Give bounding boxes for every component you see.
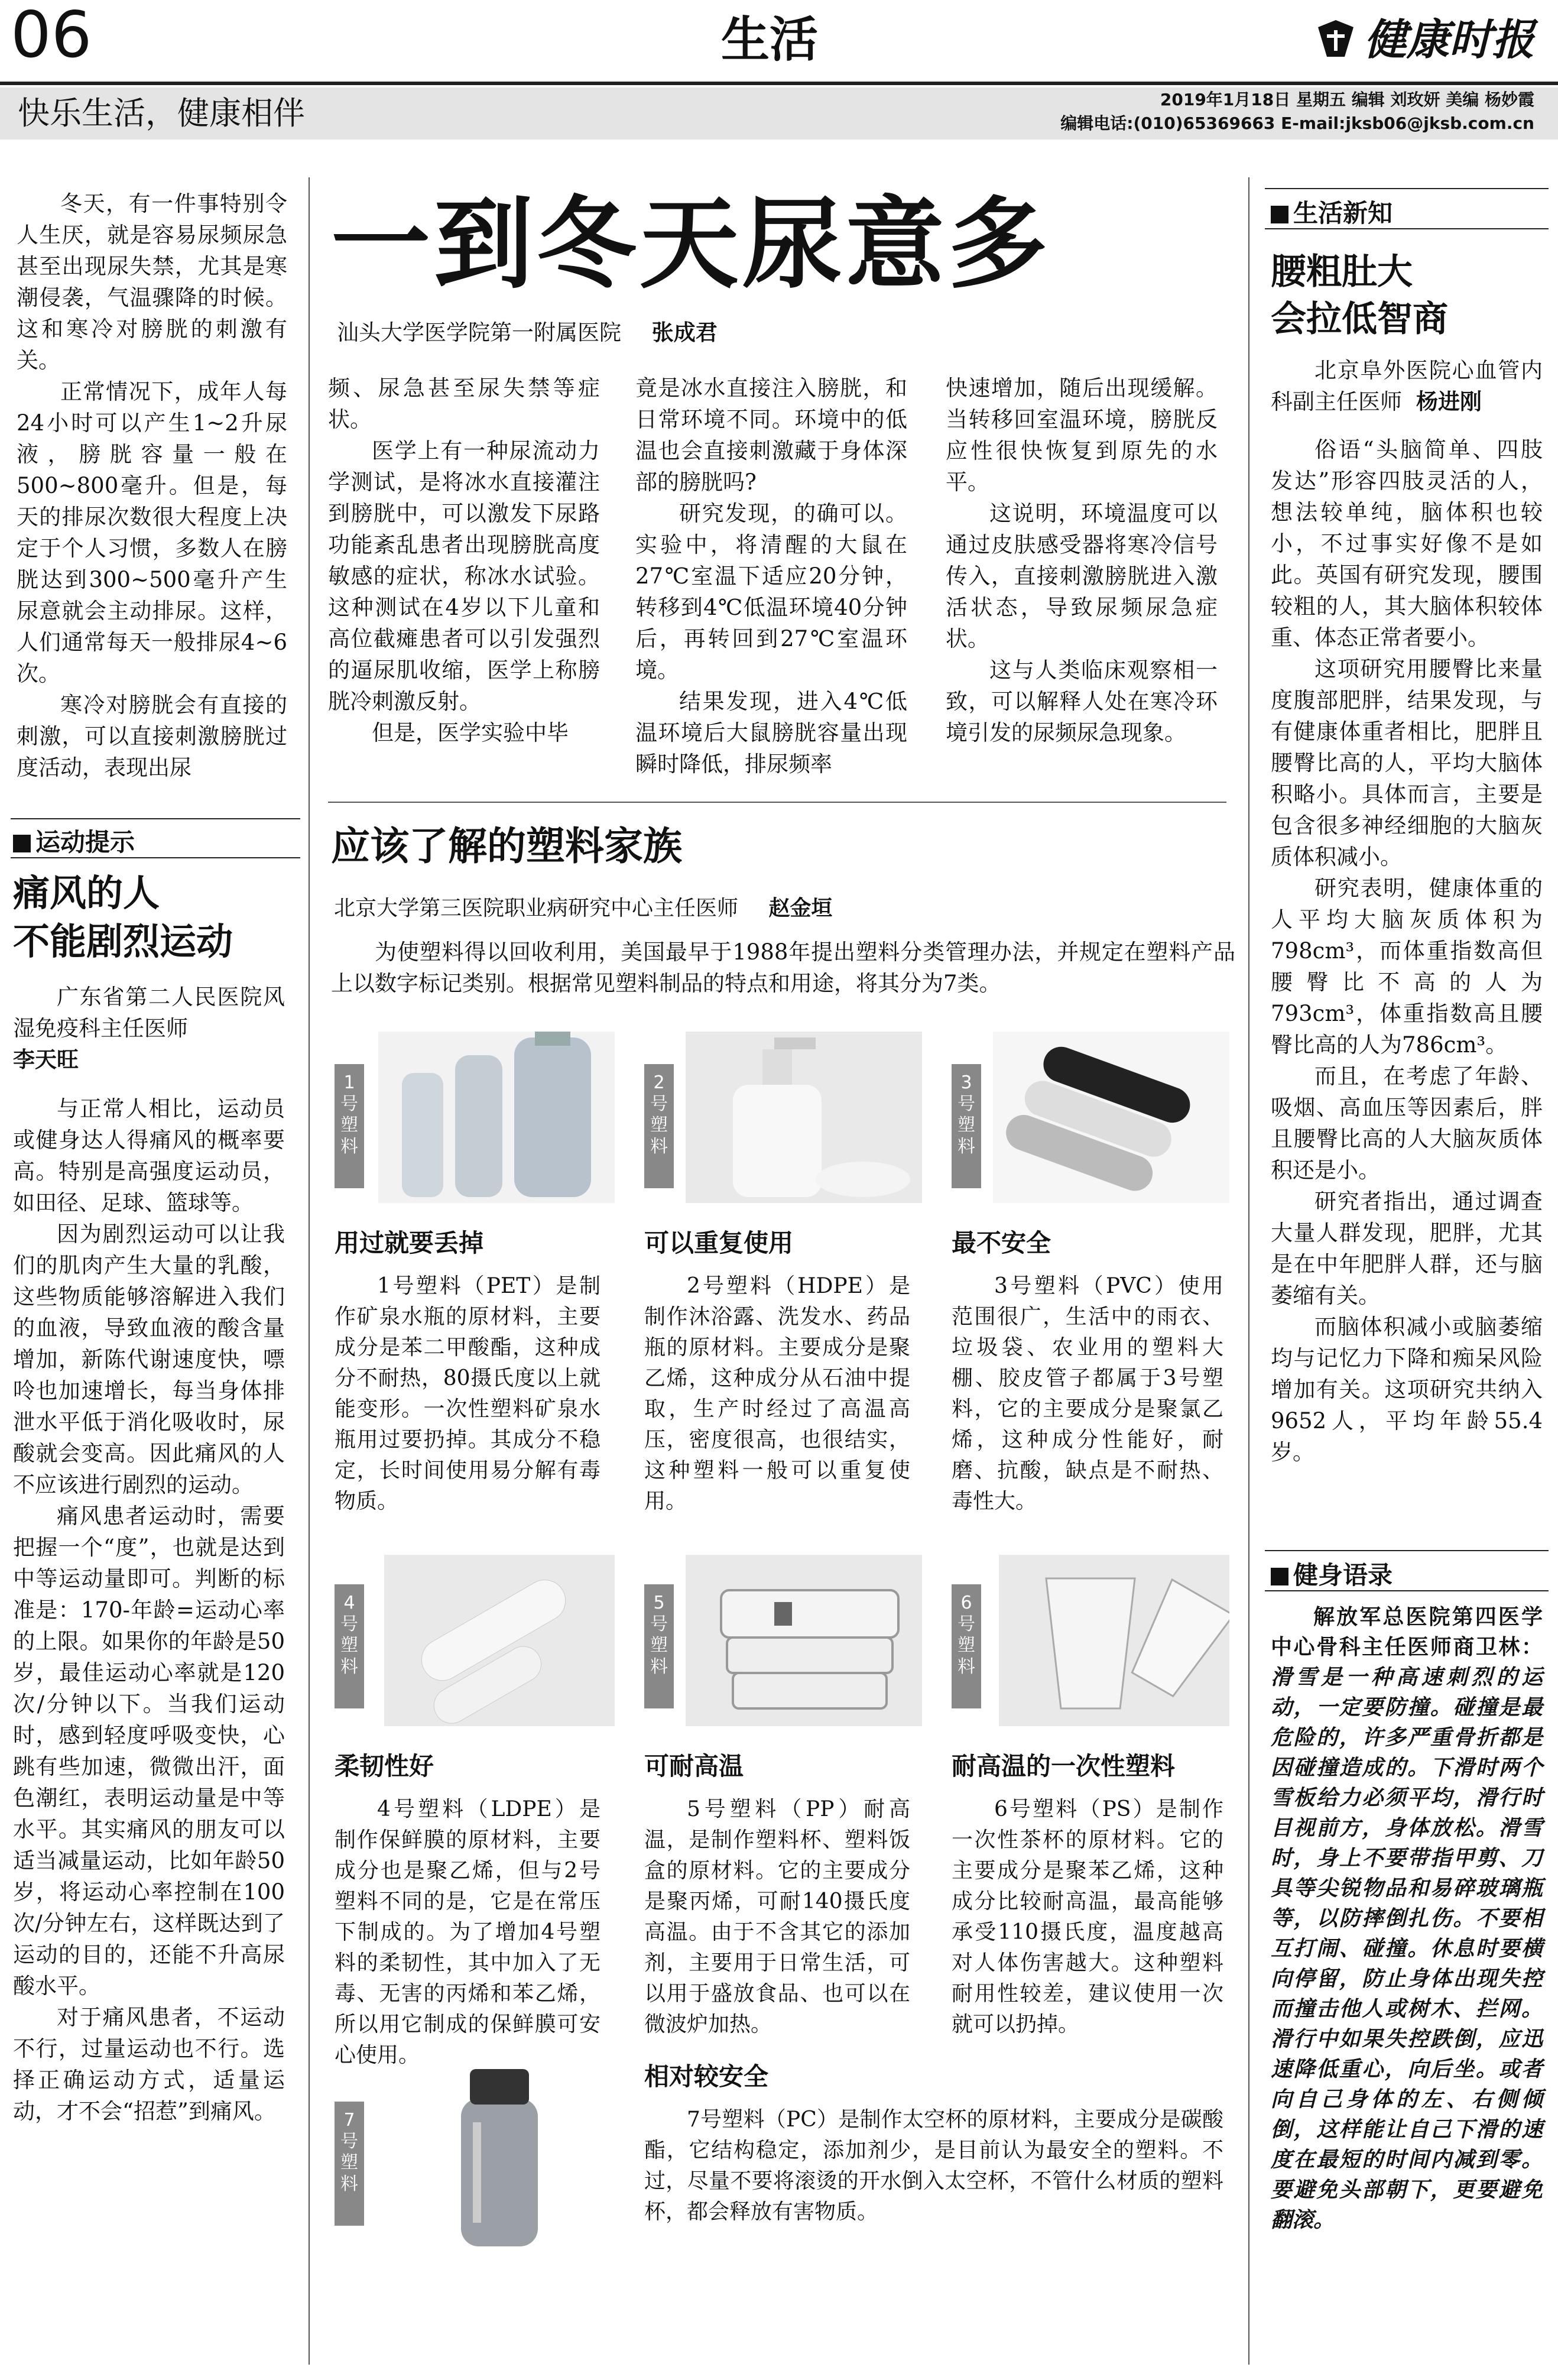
garbage-bag-rolls-image [993, 1032, 1229, 1203]
right-top-rule [1265, 188, 1549, 189]
paragraph: 5号塑料（PP）耐高温，是制作塑料杯、塑料饭盒的原材料。它的主要成分是聚丙烯，可耐140摄氏度高温。由于不含其它的添加剂，主要用于日常生活，可以用于盛放食品、也可以在微波炉加热。 [644, 1797, 910, 2037]
section-label-text: 运动提示 [35, 828, 135, 857]
paragraph: 2号塑料（HDPE）是制作沐浴露、洗发水、药品瓶的原材料。主要成分是聚乙烯，这种成分从石油中提取，生产时经过了高温高压，密度很高，也很结实，这种塑料一般可以重复使用。 [644, 1274, 910, 1513]
paragraph: 冬天，有一件事特别令人生厌，就是容易尿频尿急甚至出现尿失禁，尤其是寒潮侵袭，气温骤降的时候。这和寒冷对膀胱的刺激有关。 [17, 191, 287, 373]
fitness-top-rule [1265, 1550, 1549, 1551]
plastic-heading: 用过就要丢掉 [335, 1228, 484, 1257]
sports-sub-rule [11, 857, 300, 858]
square-bullet-icon [1271, 1568, 1288, 1585]
main-col-3 [946, 372, 1218, 748]
paragraph: 为使塑料得以回收利用，美国最早于1988年提出塑料分类管理办法，并规定在塑料产品上以数字标记类别。根据常见塑料制品的特点和用途，将其分为7类。 [331, 939, 1235, 996]
paragraph: 医学上有一种尿流动力学测试，是将冰水直接灌注到膀胱中，可以激发下尿路功能紊乱患者出现膀胱高度敏感的症状，称冰水试验。这种测试在4岁以下儿童和高位截瘫患者可以引发强烈的逼尿肌收缩，医学上称膀胱冷刺激反射。 [328, 438, 600, 714]
paragraph: 竟是冰水直接注入膀胱，和日常环境不同。环境中的低温也会直接刺激藏于身体深部的膀胱吗? [635, 375, 907, 495]
paragraph: 而且，在考虑了年龄、吸烟、高血压等因素后，胖且腰臀比高的人大脑灰质体积还是小。 [1271, 1063, 1543, 1183]
quote-lead: 解放军总医院第四医学中心骨科主任医师商卫林： [1271, 1605, 1543, 1659]
author-org: 广东省第二人民医院风湿免疫科主任医师 [13, 984, 285, 1041]
plastic-title: 应该了解的塑料家族 [331, 823, 682, 869]
paragraph: 正常情况下，成年人每24小时可以产生1~2升尿液，膀胱容量一般在500~800毫升。但是，每天的排尿次数很大程度上决定于个人习惯，多数人在膀胱达到300~500毫升产生尿意就会主动排尿。这样，人们通常每天一般排尿4~6次。 [17, 379, 287, 686]
life-section-label [1271, 194, 1393, 229]
column-rule [1248, 177, 1249, 2365]
plastic-number-tag: 5 号 塑 料 [644, 1584, 674, 1708]
title-line: 痛风的人 [13, 871, 160, 915]
cling-film-rolls-image [384, 1555, 615, 1726]
byline-org: 北京大学第三医院职业病研究中心主任医师 [334, 896, 739, 920]
slogan: 快乐生活，健康相伴 [18, 95, 305, 132]
plastic-intro [331, 936, 1235, 999]
paragraph: 4号塑料（LDPE）是制作保鲜膜的原材料，主要成分也是聚乙烯，但与2号塑料不同的是，它是在常压下制成的。为了增加4号塑料的柔韧性，其中加入了无毒、无害的丙烯和苯乙烯，所以用它制成的保鲜膜可安心使用。 [335, 1797, 601, 2067]
plastic-text [335, 1271, 601, 1517]
issue-info: 2019年1月18日 星期五 编辑 刘玫妍 美编 杨妙霞 [1160, 90, 1534, 109]
logo-mark-icon [1312, 15, 1359, 63]
column-rule [309, 177, 310, 2365]
paragraph: 1号塑料（PET）是制作矿泉水瓶的原材料，主要成分是苯二甲酸酯，这种成分不耐热，80摄氏度以上就能变形。一次性塑料矿泉水瓶用过要扔掉。其成分不稳定，长时间使用易分解有毒物质。 [335, 1274, 601, 1513]
byline-org: 汕头大学医学院第一附属医院 [337, 320, 621, 345]
plastic-text [644, 2105, 1223, 2227]
plastic-byline [334, 891, 832, 922]
sports-top-rule [11, 818, 300, 819]
plastic-heading: 耐高温的一次性塑料 [952, 1752, 1176, 1781]
section-name: 生活 [721, 12, 819, 68]
paragraph: 寒冷对膀胱会有直接的刺激，可以直接刺激膀胱过度活动，表现出尿 [17, 692, 287, 780]
square-bullet-icon [1271, 206, 1288, 223]
section-label-text: 生活新知 [1293, 199, 1393, 228]
main-col-2 [635, 372, 907, 780]
space-cup-image [449, 2057, 550, 2252]
fitness-sub-rule [1265, 1590, 1549, 1591]
right-sub-rule [1265, 228, 1549, 229]
plastic-number-tag: 4 号 塑 料 [335, 1584, 364, 1708]
paragraph: 但是，医学实验中毕 [372, 720, 569, 745]
paragraph: 这项研究用腰臀比来量度腹部肥胖，结果发现，与有健康体重者相比，肥胖且腰臀比高的人，平均大脑体积略小。具体而言，主要是包含很多神经细胞的大脑灰质体积减小。 [1271, 656, 1543, 870]
plastic-heading: 相对较安全 [644, 2062, 769, 2091]
paragraph: 研究者指出，通过调查大量人群发现，肥胖，尤其是在中年肥胖人群，还与脑萎缩有关。 [1271, 1189, 1543, 1308]
left-top-article [17, 188, 287, 783]
paragraph: 结果发现，进入4℃低温环境后大鼠膀胱容量出现瞬时降低，排尿频率 [635, 689, 907, 777]
plastic-text [952, 1271, 1223, 1517]
food-containers-image [686, 1555, 922, 1726]
right-top-article [1271, 355, 1543, 1468]
paragraph: 快速增加，随后出现缓解。当转移回室温环境，膀胱反应性很快恢复到原先的水平。 [946, 375, 1218, 495]
paragraph [1271, 1602, 1543, 2235]
plastic-text [644, 1794, 910, 2040]
main-col-1 [328, 372, 600, 748]
main-article-byline [337, 314, 718, 346]
sports-article [13, 981, 285, 2127]
paragraph: 7号塑料（PC）是制作太空杯的原材料，主要成分是碳酸酯，它结构稳定，添加剂少，是目前认为最安全的塑料。不过，尽量不要将滚烫的开水倒入太空杯，不管什么材质的塑料杯，都会释放有害物质。 [644, 2107, 1223, 2224]
quote-text: 滑雪是一种高速刺烈的运动，一定要防撞。碰撞是最危险的，许多严重骨折都是因碰撞造成的。下滑时两个雪板给力必须平均，滑行时目视前方，身体放松。滑雪时，身上不要带指甲剪、刀具等尖锐物品和易碎玻璃瓶等，以防摔倒扎伤。不要相互打闹、碰撞。休息时要横向停留，防止身体出现失控而撞击他人或树木、拦网。滑行中如果失控跌倒，应迅速降低重心，向后坐。或者向自己身体的左、右侧倾倒，这样能让自己下滑的速度在最短的时间内减到零。要避免头部朝下，更要避免翻滚。 [1271, 1665, 1543, 2232]
paragraph: 研究表明，健康体重的人平均大脑灰质体积为798cm³，而体重指数高但腰臀比不高的人为793cm³，体重指数高且腰臀比高的人为786cm³。 [1271, 876, 1543, 1058]
paragraph: 这与人类临床观察相一致，可以解释人处在寒冷环境引发的尿频尿急现象。 [946, 657, 1218, 745]
paragraph: 痛风患者运动时，需要把握一个“度”，也就是达到中等运动量即可。判断的标准是：170-年龄=运动心率的上限。如果你的年龄是50岁，最佳运动心率就是120次/分钟以下。当我们运动时，感到轻度呼吸变快，心跳有些加速，微微出汗，面色潮红，表明运动量是中等水平。其实痛风的朋友可以适当减量运动，比如年龄50岁，将运动心率控制在100次/分钟左右，这样既达到了运动的目的，还能不升高尿酸水平。 [13, 1503, 285, 1999]
plastic-number-tag: 2 号 塑 料 [644, 1064, 674, 1188]
paragraph: 研究发现，的确可以。实验中，将清醒的大鼠在27℃室温下适应20分钟，转移到4℃低温环境40分钟后，再转回到27℃室温环境。 [635, 501, 907, 683]
plastic-heading: 可耐高温 [644, 1752, 744, 1781]
author-org: 北京阜外医院心血管内科副主任医师 杨进刚 [1271, 358, 1543, 414]
plastic-heading: 可以重复使用 [644, 1228, 794, 1257]
author-name: 杨进刚 [1416, 389, 1482, 414]
byline-name: 张成君 [651, 320, 718, 345]
section-rule [328, 802, 1226, 803]
header-rule [0, 82, 1558, 85]
paragraph: 而脑体积减小或脑萎缩均与记忆力下降和痴呆风险增加有关。这项研究共纳入9652人，平均年龄55.4岁。 [1271, 1314, 1543, 1465]
plastic-text [335, 1794, 601, 2071]
fitness-section-label [1271, 1556, 1393, 1591]
plastic-heading: 最不安全 [952, 1228, 1051, 1257]
sports-section-label [13, 823, 135, 858]
plastic-number-tag: 3 号 塑 料 [952, 1064, 981, 1188]
main-article-title: 一到冬天尿意多 [331, 185, 1051, 302]
plastic-text [644, 1271, 910, 1517]
paragraph: 俗语“头脑简单、四肢发达”形容四肢灵活的人，想法较单纯，脑体积也较小，不过事实好像不是如此。英国有研究发现，腰围较粗的人，其大脑体积较体重、体态正常者要小。 [1271, 437, 1543, 650]
plastic-heading: 柔韧性好 [335, 1752, 434, 1781]
plastic-number-tag: 7 号 塑 料 [335, 2102, 364, 2226]
byline-name: 赵金垣 [768, 896, 833, 920]
right-top-title [1271, 248, 1448, 343]
logo [1312, 13, 1549, 66]
title-line: 腰粗肚大 [1271, 251, 1413, 293]
square-bullet-icon [13, 835, 31, 852]
paragraph: 对于痛风患者，不运动不行，过量运动也不行。选择正确运动方式，适量运动，才不会“招惹”到痛风。 [13, 2005, 285, 2124]
logo-text: 健康时报 [1364, 15, 1535, 64]
sports-title [13, 869, 233, 966]
paragraph: 与正常人相比，运动员或健身达人得痛风的概率要高。特别是高强度运动员，如田径、足球、篮球等。 [13, 1096, 285, 1215]
paragraph: 频、尿急甚至尿失禁等症状。 [328, 375, 600, 432]
paragraph: 这说明，环境温度可以通过皮肤感受器将寒冷信号传入，直接刺激膀胱进入激活状态，导致尿频尿急症状。 [946, 501, 1218, 651]
contact-info: 编辑电话:(010)65369663 E-mail:jksb06@jksb.com.cn [1060, 114, 1534, 133]
plastic-number-tag: 6 号 塑 料 [952, 1584, 981, 1708]
plastic-text [952, 1794, 1223, 2040]
author-name: 李天旺 [13, 1047, 79, 1072]
title-line: 会拉低智商 [1271, 299, 1448, 340]
page-number: 06 [11, 0, 92, 72]
title-line: 不能剧烈运动 [13, 920, 233, 963]
paragraph: 6号塑料（PS）是制作一次性茶杯的原材料。它的主要成分是聚苯乙烯，这种成分比较耐高温，最高能够承受110摄氏度，温度越高对人体伤害越大。这种塑料耐用性较差，建议使用一次就可以扔掉。 [952, 1797, 1223, 2037]
shampoo-bottles-image [686, 1032, 922, 1203]
paragraph: 因为剧烈运动可以让我们的肌肉产生大量的乳酸，这些物质能够溶解进入我们的血液，导致血液的酸含量增加，新陈代谢速度快，嘌呤也加速增长，每当身体排泄水平低于消化吸收时，尿酸就会变高。因此痛风的人不应该进行剧烈的运动。 [13, 1221, 285, 1497]
disposable-cups-image [999, 1555, 1229, 1726]
water-bottles-image [378, 1032, 615, 1203]
fitness-quote [1271, 1602, 1543, 2235]
paragraph: 3号塑料（PVC）使用范围很广，生活中的雨衣、垃圾袋、农业用的塑料大棚、胶皮管子都属于3号塑料，它的主要成分是聚氯乙烯，这种成分性能好，耐磨、抗酸，缺点是不耐热、毒性大。 [952, 1274, 1223, 1513]
section-label-text: 健身语录 [1293, 1561, 1393, 1590]
plastic-number-tag: 1 号 塑 料 [335, 1064, 364, 1188]
